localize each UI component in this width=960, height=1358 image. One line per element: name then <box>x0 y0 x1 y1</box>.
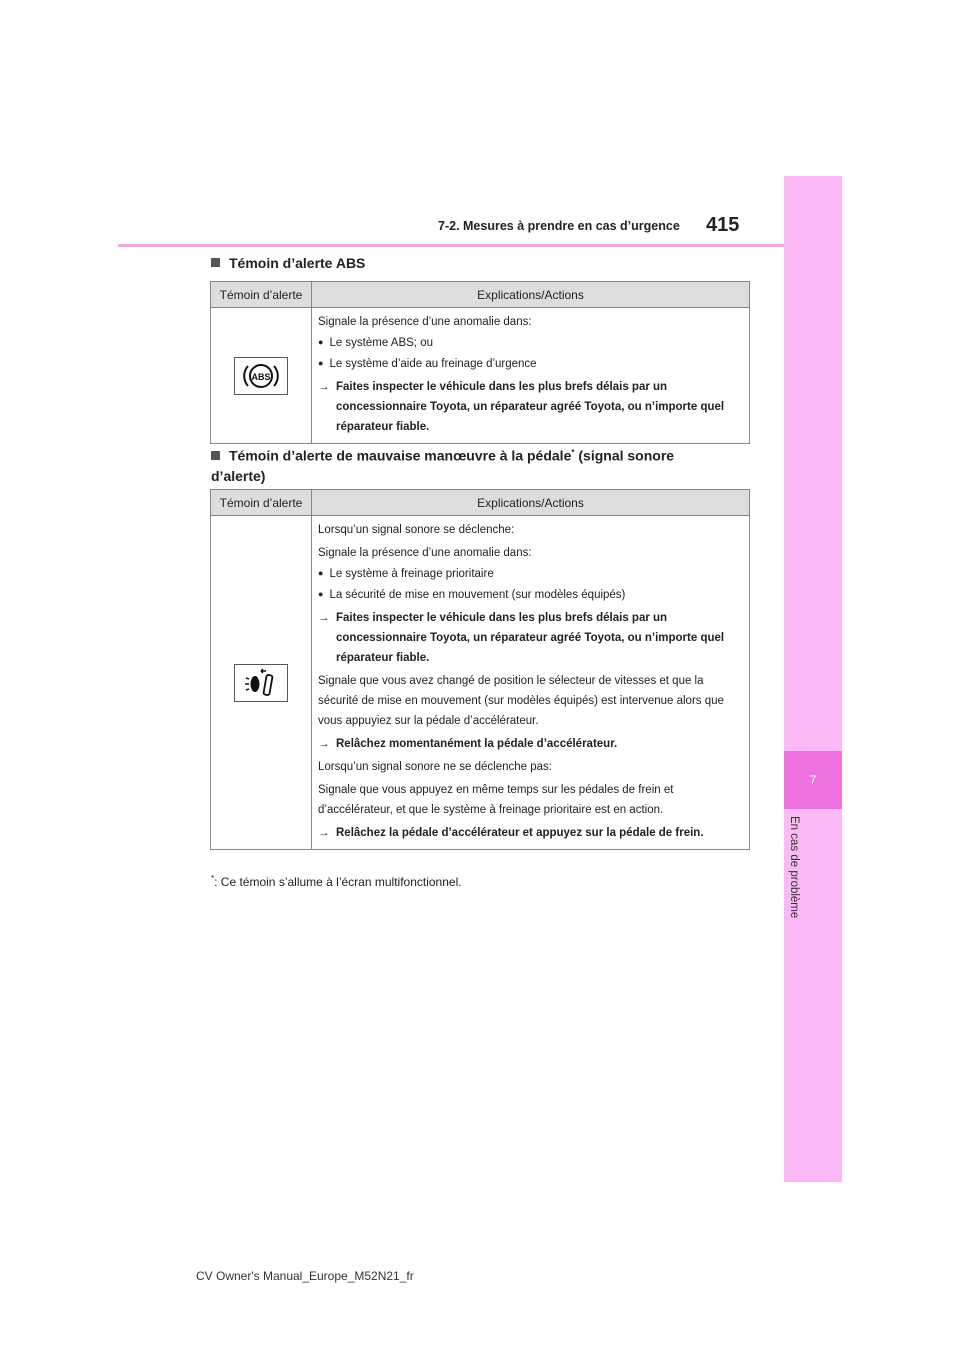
text-line: Signale la présence d’une anomalie dans: <box>318 547 532 559</box>
header-rule <box>118 244 784 247</box>
column-header: Témoin d’alerte <box>211 282 312 307</box>
action-item: → Relâchez la pédale d’accélérateur et appuyez sur la pédale de frein. <box>318 823 743 843</box>
table-header <box>211 490 749 516</box>
square-bullet-icon <box>211 451 220 460</box>
bullet-item: ● Le système à freinage prioritaire <box>318 563 743 584</box>
document-footer: CV Owner's Manual_Europe_M52N21_fr <box>196 1269 414 1283</box>
action-item: → Relâchez momentanément la pédale d’accélérateur. <box>318 734 743 754</box>
pedal-warning-table <box>210 489 750 850</box>
arrow-icon: → <box>318 612 330 624</box>
column-header: Explications/Actions <box>477 495 584 510</box>
explanation-cell <box>312 308 749 443</box>
text-line: Lorsqu’un signal sonore se déclenche: <box>318 524 515 536</box>
chapter-side-tab <box>784 176 842 1182</box>
bullet-item: ● Le système d’aide au freinage d’urgence <box>318 353 743 374</box>
pedal-misoperation-icon <box>234 664 288 702</box>
abs-warning-table <box>210 281 750 444</box>
section-title-abs: Témoin d’alerte ABS <box>211 253 365 273</box>
arrow-icon: → <box>318 738 330 750</box>
action-item: → Faites inspecter le véhicule dans les plus brefs délais par un concessionnaire Toyota, un réparateur agréé Toyota, ou n’importe quel réparateur fiable. <box>318 377 743 437</box>
page-number: 415 <box>706 214 740 236</box>
explanation-cell <box>312 516 749 849</box>
arrow-icon: → <box>318 381 330 393</box>
square-bullet-icon <box>211 258 220 267</box>
abs-warning-icon <box>234 357 288 395</box>
section-title-pedal: Témoin d’alerte de mauvaise manœuvre à la pédale* (signal sonore d’alerte) <box>211 447 675 484</box>
arrow-icon: → <box>318 827 330 839</box>
column-header: Explications/Actions <box>477 287 584 302</box>
text-line: Lorsqu’un signal sonore ne se déclenche pas: <box>318 761 552 773</box>
bullet-item: ● Le système ABS; ou <box>318 332 743 353</box>
column-header: Témoin d’alerte <box>211 490 312 515</box>
icon-cell <box>211 308 312 443</box>
table-header <box>211 282 749 308</box>
chapter-number: 7 <box>784 751 842 809</box>
chapter-label: En cas de problème <box>788 816 800 919</box>
svg-text:ABS: ABS <box>251 371 271 382</box>
action-item: → Faites inspecter le véhicule dans les plus brefs délais par un concessionnaire Toyota, un réparateur agréé Toyota, ou n’importe quel réparateur fiable. <box>318 608 743 668</box>
bullet-item: ● La sécurité de mise en mouvement (sur modèles équipés) <box>318 584 743 605</box>
text-line: Signale que vous avez changé de position le sélecteur de vitesses et que la sécurité de mise en mouvement (sur modèles équipés) est intervenue alors que vous appuyiez sur la pédale d’accélérateur. <box>318 675 724 727</box>
section-header: 7-2. Mesures à prendre en cas d’urgence <box>438 219 680 233</box>
icon-cell <box>211 516 312 849</box>
table-row <box>211 516 749 849</box>
table-row <box>211 308 749 443</box>
text-line: Signale la présence d’une anomalie dans: <box>318 316 532 328</box>
text-line: Signale que vous appuyez en même temps sur les pédales de frein et d’accélérateur, et que le système à freinage prioritaire est en action. <box>318 784 674 816</box>
footnote: *: Ce témoin s’allume à l’écran multifonctionnel. <box>211 874 462 889</box>
